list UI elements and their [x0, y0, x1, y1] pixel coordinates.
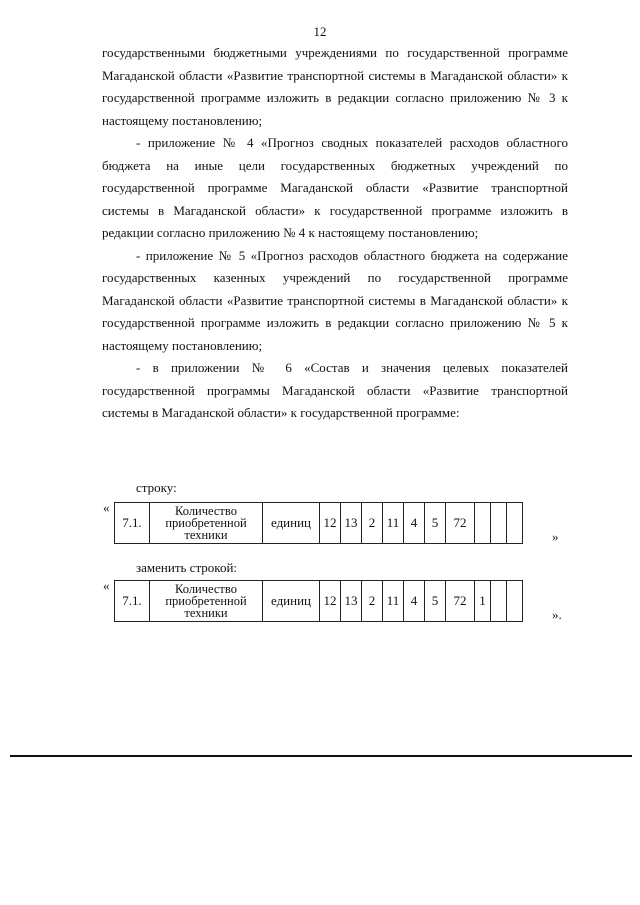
unit-cell: единиц [263, 581, 320, 622]
value-cell: 2 [362, 581, 383, 622]
new-row-table [114, 580, 523, 622]
value-cell: 2 [362, 503, 383, 544]
paragraph-4: - в приложении № 6 «Состав и значения целевых показателей государственной программы Магаданской области «Развитие транспортной системы в Магаданской области» к государственной программе: [102, 360, 568, 420]
old-row-table [114, 502, 523, 544]
unit-cell: единиц [263, 503, 320, 544]
paragraph-1: государственными бюджетными учреждениями по государственной программе Магаданской области «Развитие транспортной системы в Магаданской области» к государственной программе изложить в редакции согласно приложению № 3 к настоящему постановлению; [102, 45, 568, 128]
footer-divider [10, 755, 632, 757]
row-number-cell: 7.1. [115, 581, 150, 622]
table-row [115, 503, 523, 544]
new-row-block [100, 578, 570, 628]
close-quote: » [552, 529, 559, 544]
value-cell: 13 [341, 503, 362, 544]
value-cell: 12 [320, 503, 341, 544]
value-cell [491, 503, 507, 544]
open-quote: « [103, 578, 110, 593]
paragraph-2: - приложение № 4 «Прогноз сводных показателей расходов областного бюджета на иные цели государственных бюджетных учреждений по государственной программе Магаданской области «Развитие транспортной системы в Магаданской области» к государственной программе изложить в редакции согласно приложению № 4 к настоящему постановлению; [102, 135, 568, 240]
value-cell: 72 [446, 581, 475, 622]
value-cell: 72 [446, 503, 475, 544]
value-cell [507, 581, 523, 622]
value-cell: 11 [383, 503, 404, 544]
value-cell [507, 503, 523, 544]
value-cell: 1 [475, 581, 491, 622]
value-cell: 11 [383, 581, 404, 622]
body-text [102, 42, 568, 425]
old-row-block [100, 500, 570, 550]
value-cell: 12 [320, 581, 341, 622]
close-quote: ». [552, 607, 562, 622]
old-row-label: строку: [136, 480, 177, 495]
value-cell: 4 [404, 503, 425, 544]
indicator-name-cell: Количество приобретенной техники [150, 503, 263, 544]
value-cell [475, 503, 491, 544]
table-row [115, 581, 523, 622]
value-cell: 4 [404, 581, 425, 622]
value-cell: 5 [425, 503, 446, 544]
value-cell [491, 581, 507, 622]
row-number-cell: 7.1. [115, 503, 150, 544]
open-quote: « [103, 500, 110, 515]
paragraph-3: - приложение № 5 «Прогноз расходов областного бюджета на содержание государственных казенных учреждений по государственной программе Магаданской области «Развитие транспортной системы в Магаданской области» к государственной программе изложить в редакции согласно приложению № 5 к настоящему постановлению; [102, 247, 568, 353]
indicator-name-cell: Количество приобретенной техники [150, 581, 263, 622]
page-number: 12 [313, 24, 327, 39]
new-row-label: заменить строкой: [136, 560, 238, 575]
value-cell: 13 [341, 581, 362, 622]
value-cell: 5 [425, 581, 446, 622]
